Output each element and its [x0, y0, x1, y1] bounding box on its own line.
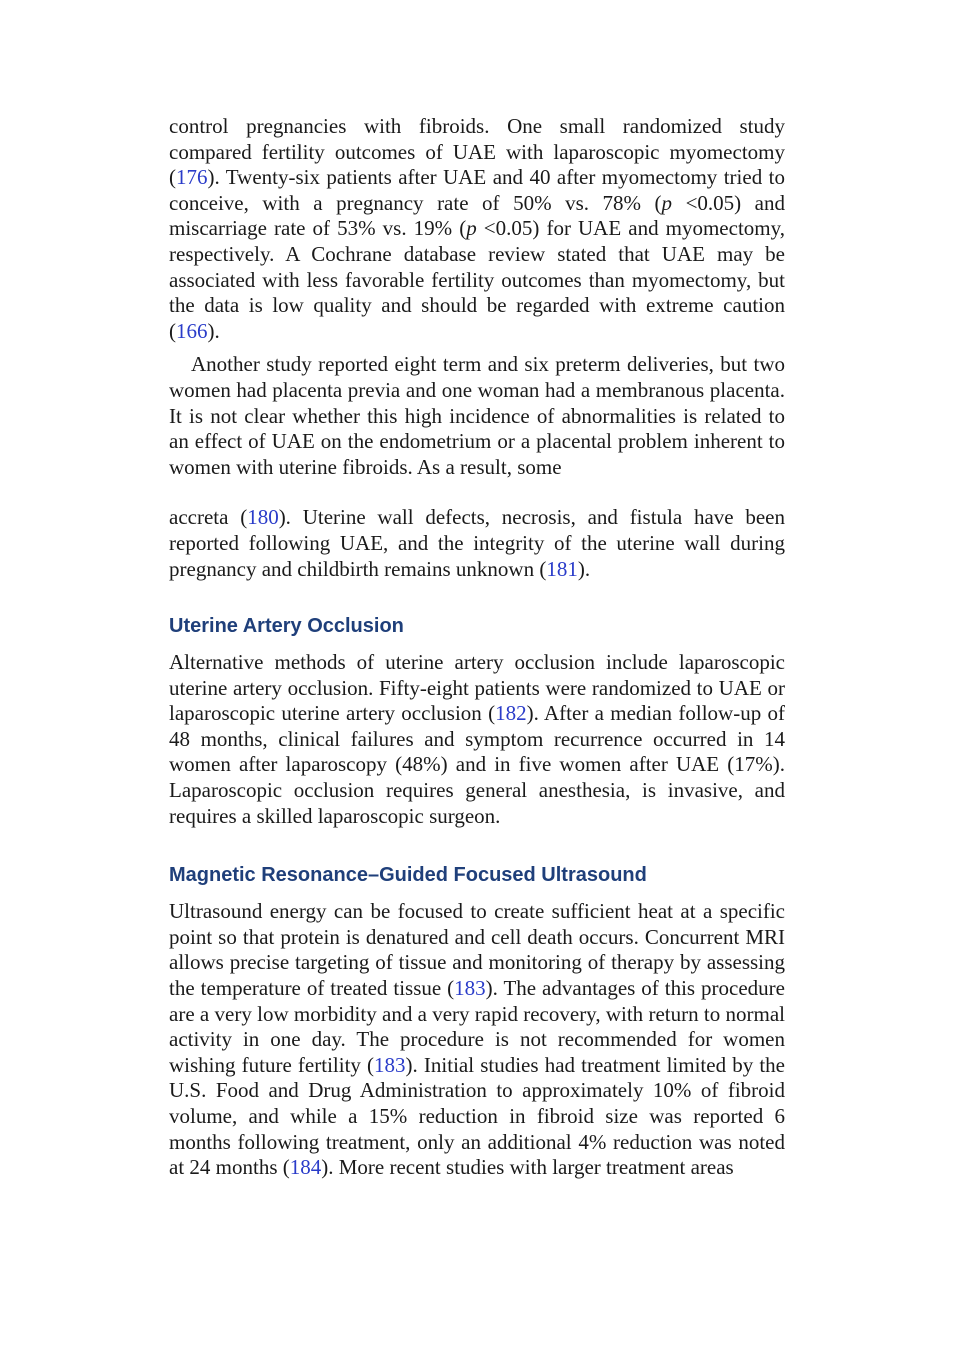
intro-paragraph-1 [169, 114, 785, 344]
text-run: ). More recent studies with larger treatment areas [321, 1155, 734, 1180]
text-run: <0.05) for UAE and myomectomy, respectively. A Cochrane database review stated that UAE may be associated with less favorable fertility outcomes than myomectomy, but the data is low quality and should be regarded with extreme caution ( [169, 216, 786, 343]
citation-link-184[interactable]: 184 [289, 1155, 322, 1180]
citation-link-183[interactable]: 183 [454, 976, 486, 1001]
citation-link-166[interactable]: 166 [176, 318, 208, 343]
text-run: control pregnancies with fibroids. One small randomized study compared fertility outcomes of UAE with laparoscopic myomectomy ( [169, 114, 785, 190]
intro-paragraph-3 [169, 505, 785, 582]
p-value-symbol: p [661, 190, 673, 215]
section-heading-uterine-artery-occlusion: Uterine Artery Occlusion [169, 615, 404, 638]
intro-paragraph-2: Another study reported eight term and six preterm deliveries, but two women had placenta previa and one woman had a membranous placenta. It is not clear whether this high incidence of abnormalities is related to an effect of UAE on the endometrium or a placental problem inherent to women with uterine fibroids. As a result, some [169, 352, 785, 479]
text-run: Ultrasound energy can be focused to create sufficient heat at a specific point so that protein is denatured and cell death occurs. Concurrent MRI allows precise targeting of tissue and monitoring of therapy by assessing the temperature of treated tissue ( [169, 899, 785, 1001]
p-value-symbol: p [466, 216, 477, 241]
text-run: ). Initial studies had treatment limited by the U.S. Food and Drug Administration to approximately 10% of fibroid volume, and while a 15% reduction in fibroid size was reported 6 months following treatment, only an additional 4% reduction was noted at 24 months ( [169, 1052, 786, 1180]
citation-link-176[interactable]: 176 [176, 165, 208, 190]
section-heading-mr-guided-focused-ultrasound: Magnetic Resonance–Guided Focused Ultrasound [169, 864, 647, 887]
text-run: accreta ( [169, 505, 248, 530]
citation-link-183-b[interactable]: 183 [374, 1052, 406, 1077]
citation-link-182[interactable]: 182 [495, 701, 527, 726]
section1-paragraph [169, 650, 785, 829]
text-run: Alternative methods of uterine artery occlusion include laparoscopic uterine artery occlusion. Fifty-eight patients were randomized to UAE or laparoscopic uterine artery occlusion ( [169, 650, 785, 726]
text-run: ). [577, 556, 591, 581]
text-run: ). The advantages of this procedure are a very low morbidity and a very rapid recovery, with return to normal activity in one day. The procedure is not recommended for women wishing future fertility ( [169, 976, 785, 1077]
document-page [169, 114, 785, 1181]
citation-link-181[interactable]: 181 [546, 556, 578, 581]
text-run: ). Twenty-six patients after UAE and 40 after myomectomy tried to conceive, with a pregnancy rate of 50% vs. 78% ( [169, 165, 785, 215]
section2-paragraph [169, 899, 785, 1181]
text-run: ). Uterine wall defects, necrosis, and fistula have been reported following UAE, and the integrity of the uterine wall during pregnancy and childbirth remains unknown ( [169, 505, 785, 581]
page-break-gap [169, 480, 785, 505]
citation-link-180[interactable]: 180 [247, 505, 279, 530]
text-run: ). After a median follow-up of 48 months, clinical failures and symptom recurrence occurred in 14 women after laparoscopy (48%) and in five women after UAE (17%). Laparoscopic occlusion requires general anesthesia, is invasive, and requires a skilled laparoscopic surgeon. [169, 701, 785, 828]
text-run: <0.05) and miscarriage rate of 53% vs. 19% ( [169, 190, 785, 241]
text-run: ). [207, 318, 220, 343]
